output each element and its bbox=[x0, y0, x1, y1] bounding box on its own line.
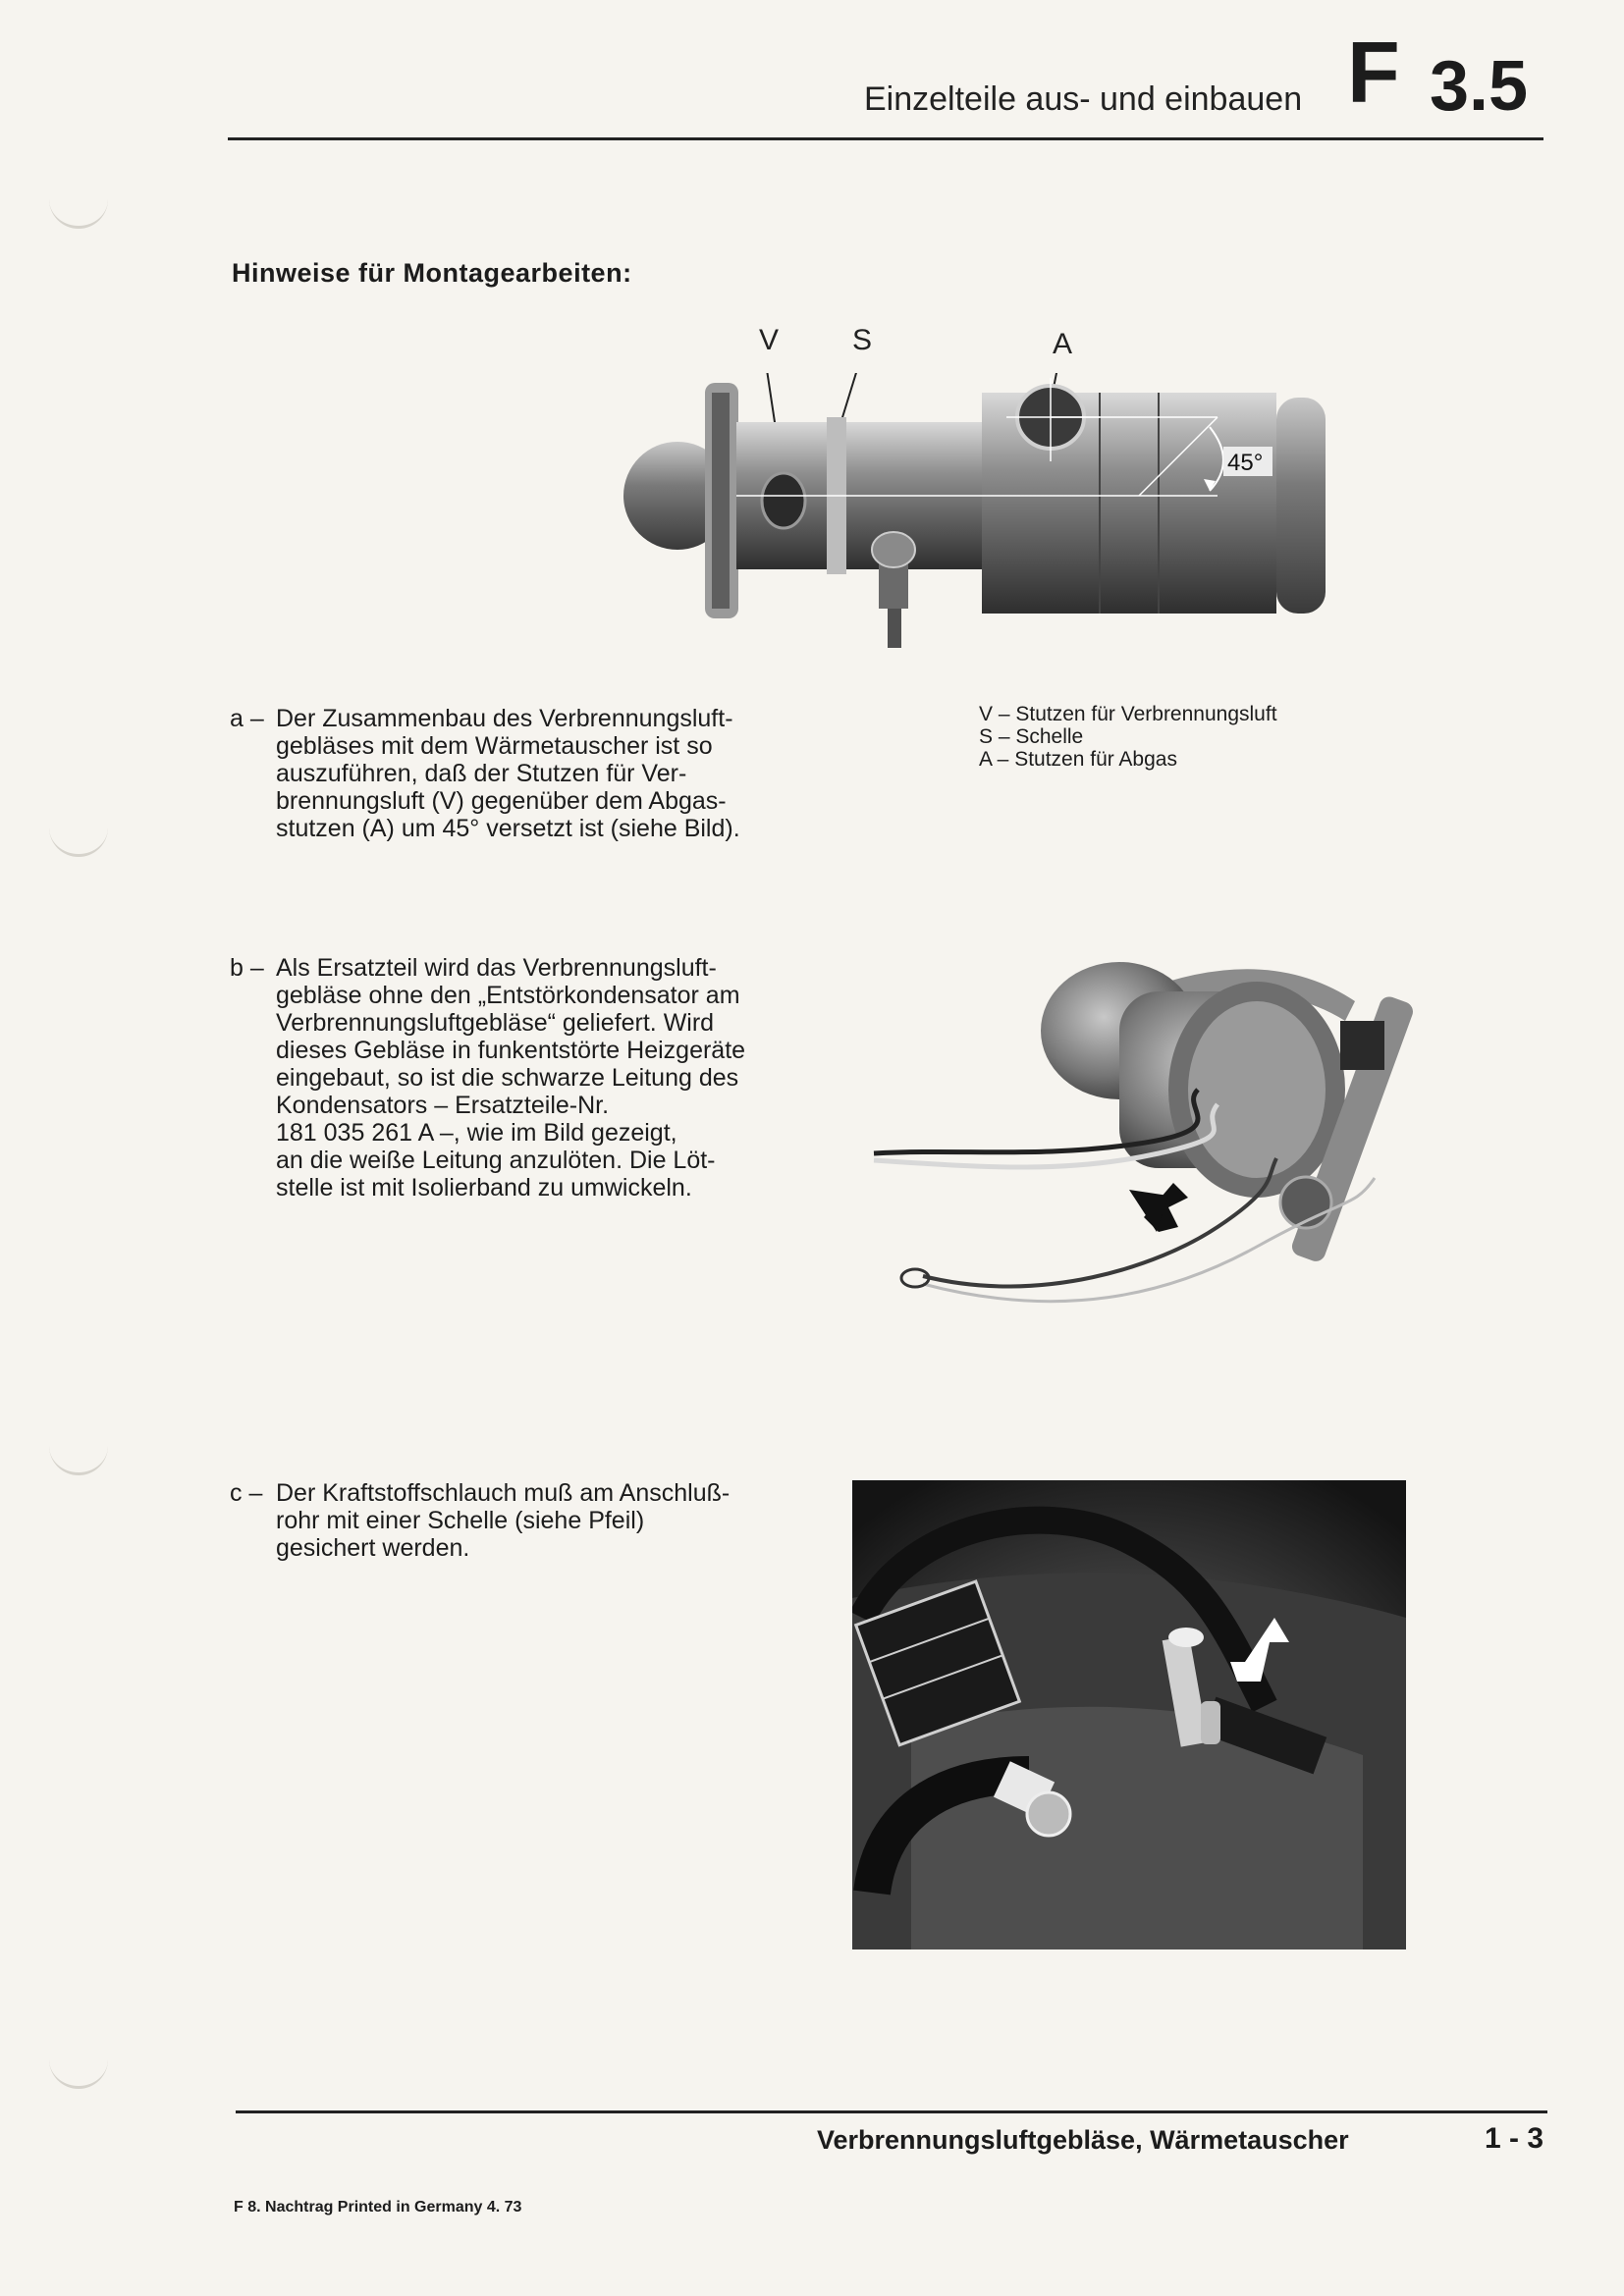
figure-blower-capacitor-wiring bbox=[844, 933, 1424, 1320]
paragraph-c-text: Der Kraftstoffschlauch muß am Anschluß- rohr mit einer Schelle (siehe Pfeil) gesichert werden. bbox=[276, 1479, 731, 1562]
callout-s: S bbox=[852, 324, 873, 356]
footer-title: Verbrennungsluftgebläse, Wärmetauscher bbox=[817, 2125, 1349, 2155]
figure-legend bbox=[979, 703, 1277, 771]
callout-v: V bbox=[759, 324, 780, 356]
header-rule bbox=[228, 137, 1543, 140]
paragraph-b bbox=[230, 954, 819, 1201]
figure-blower-heat-exchanger bbox=[609, 373, 1424, 677]
legend-item-s: S – Schelle bbox=[979, 725, 1084, 748]
page-header-title: Einzelteile aus- und einbauen bbox=[864, 80, 1303, 118]
punch-hole bbox=[49, 1433, 108, 1475]
punch-hole bbox=[49, 187, 108, 229]
page-number: 1 - 3 bbox=[1485, 2122, 1544, 2155]
paragraph-b-text: Als Ersatzteil wird das Verbrennungsluft- gebläse ohne den „Entstörkondensator am Verbrennungsluftgebläse“ geliefert. Wird dieses Gebläse in funkentstörte Heizgeräte eingebaut, so ist die schwarze Leitung des Kondensators – Ersatzteile-Nr. 181 035 261 A –, wie im Bild gezeigt, an die weiße Leitung anzulöten. Die Löt- stelle ist mit Isolierband zu umwickeln. bbox=[276, 954, 746, 1201]
legend-item-a: A – Stutzen für Abgas bbox=[979, 748, 1177, 771]
section-number: 3.5 bbox=[1430, 47, 1529, 126]
callout-a: A bbox=[1053, 328, 1073, 360]
punch-hole bbox=[49, 815, 108, 857]
print-note: F 8. Nachtrag Printed in Germany 4. 73 bbox=[234, 2199, 522, 2216]
legend-item-v: V – Stutzen für Verbrennungsluft bbox=[979, 703, 1277, 725]
paragraph-c-label: c – bbox=[230, 1479, 263, 1507]
paragraph-a-label: a – bbox=[230, 705, 264, 732]
footer-rule bbox=[236, 2110, 1547, 2113]
paragraph-c bbox=[230, 1479, 819, 1562]
paragraph-a-text: Der Zusammenbau des Verbrennungsluft- gebläses mit dem Wärmetauscher ist so auszuführen, daß der Stutzen für Ver- brennungsluft (V) gegenüber dem Abgas- stutzen (A) um 45° versetzt ist (siehe Bild). bbox=[276, 705, 740, 842]
paragraph-a bbox=[230, 705, 819, 842]
punch-hole bbox=[49, 2047, 108, 2089]
angle-label: 45° bbox=[1227, 450, 1264, 476]
figure-fuel-hose-clamp bbox=[852, 1480, 1406, 1949]
paragraph-b-label: b – bbox=[230, 954, 264, 982]
notes-heading: Hinweise für Montagearbeiten: bbox=[232, 258, 632, 288]
section-letter: F bbox=[1347, 24, 1400, 121]
